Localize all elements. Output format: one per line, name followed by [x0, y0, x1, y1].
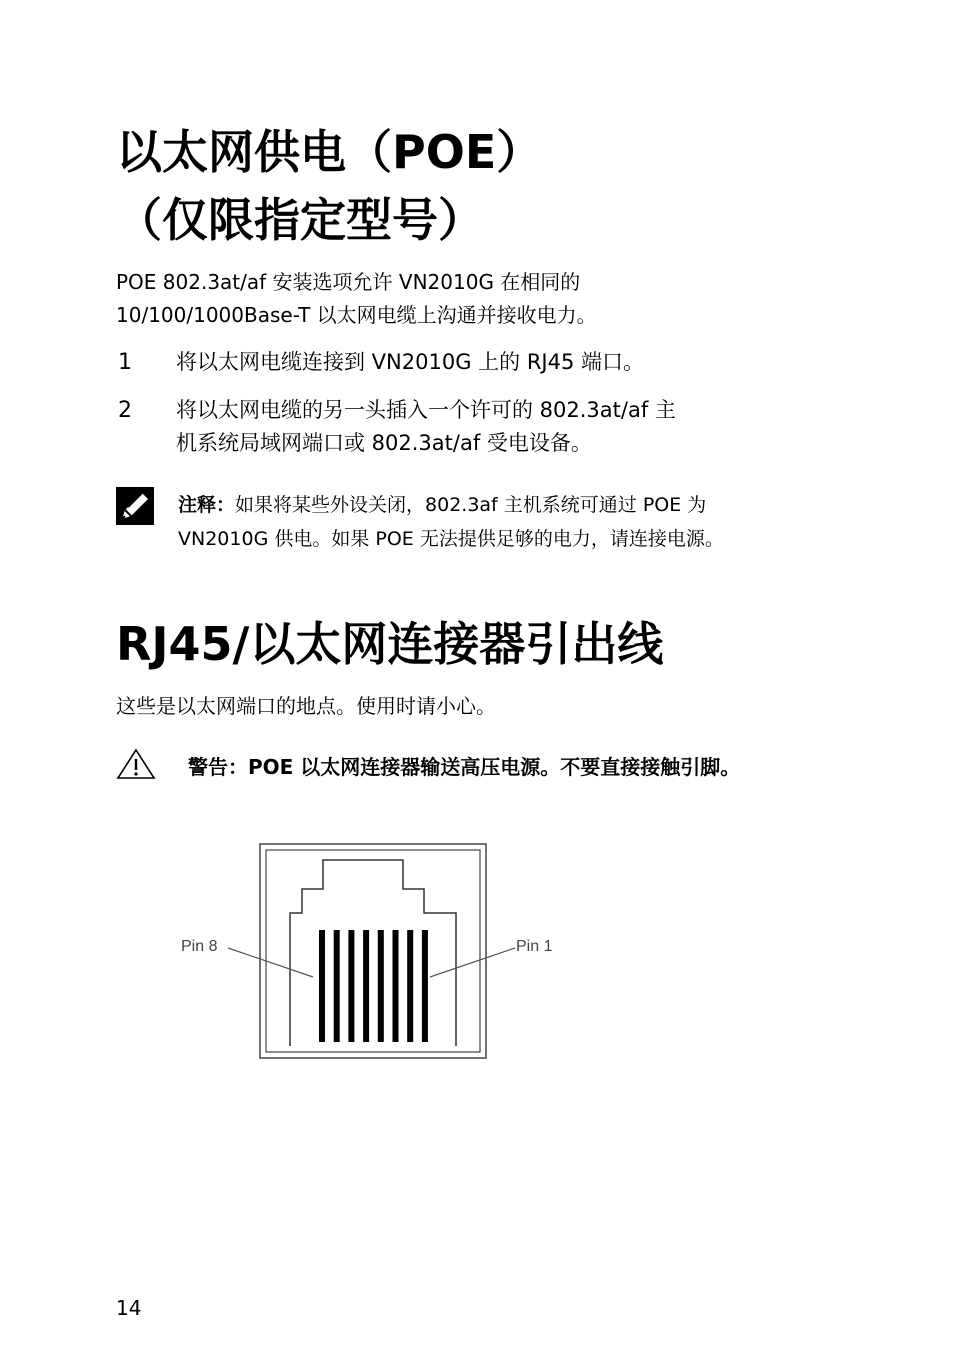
note-line-1	[178, 488, 848, 522]
note-label: 注释：	[178, 494, 236, 516]
step-1-text: 将以太网电缆连接到 VN2010G 上的 RJ45 端口。	[176, 350, 644, 374]
connector-pin	[407, 930, 413, 1042]
step-2-text-line-2: 机系统局域网端口或 802.3at/af 受电设备。	[176, 431, 592, 455]
intro-line-2: 10/100/1000Base-T 以太网电缆上沟通并接收电力。	[116, 303, 597, 327]
step-2-number: 2	[118, 398, 132, 423]
note-text-2: VN2010G 供电。如果 POE 无法提供足够的电力，请连接电源。	[178, 528, 724, 550]
rj45-title: RJ45/以太网连接器引出线	[116, 617, 664, 671]
connector-pin	[348, 930, 354, 1042]
connector-pin	[378, 930, 384, 1042]
connector-pin	[363, 930, 369, 1042]
title-line-2: （仅限指定型号）	[116, 193, 484, 247]
connector-pin	[422, 930, 428, 1042]
rj45-connector-diagram	[170, 838, 570, 1068]
connector-pin	[334, 930, 340, 1042]
section-subtitle-models	[116, 190, 876, 250]
note-line-2	[178, 522, 848, 556]
pin-1-label: Pin 1	[516, 938, 553, 955]
pin-8-label: Pin 8	[181, 938, 218, 955]
title-line-1: 以太网供电（POE）	[116, 125, 543, 179]
page-number: 14	[116, 1296, 142, 1320]
step-1-number: 1	[118, 350, 132, 375]
note-pencil-icon	[116, 487, 154, 525]
section-title-rj45	[116, 614, 876, 674]
intro-line-1: POE 802.3at/af 安装选项允许 VN2010G 在相同的	[116, 270, 581, 294]
note-text-1: 如果将某些外设关闭，802.3af 主机系统可通过 POE 为	[235, 494, 707, 516]
connector-pin	[319, 930, 325, 1042]
pin-8-leader	[228, 948, 313, 977]
connector-pin	[393, 930, 399, 1042]
pin-group	[319, 930, 428, 1042]
pin-1-leader	[430, 948, 515, 977]
warning-text: 警告：POE 以太网连接器输送高压电源。不要直接接触引脚。	[188, 755, 741, 779]
step-2-text-line-1: 将以太网电缆的另一头插入一个许可的 802.3at/af 主	[176, 398, 676, 422]
section-title-poe	[116, 122, 876, 182]
rj45-intro: 这些是以太网端口的地点。使用时请小心。	[116, 694, 496, 718]
warning-triangle-icon	[116, 748, 156, 780]
